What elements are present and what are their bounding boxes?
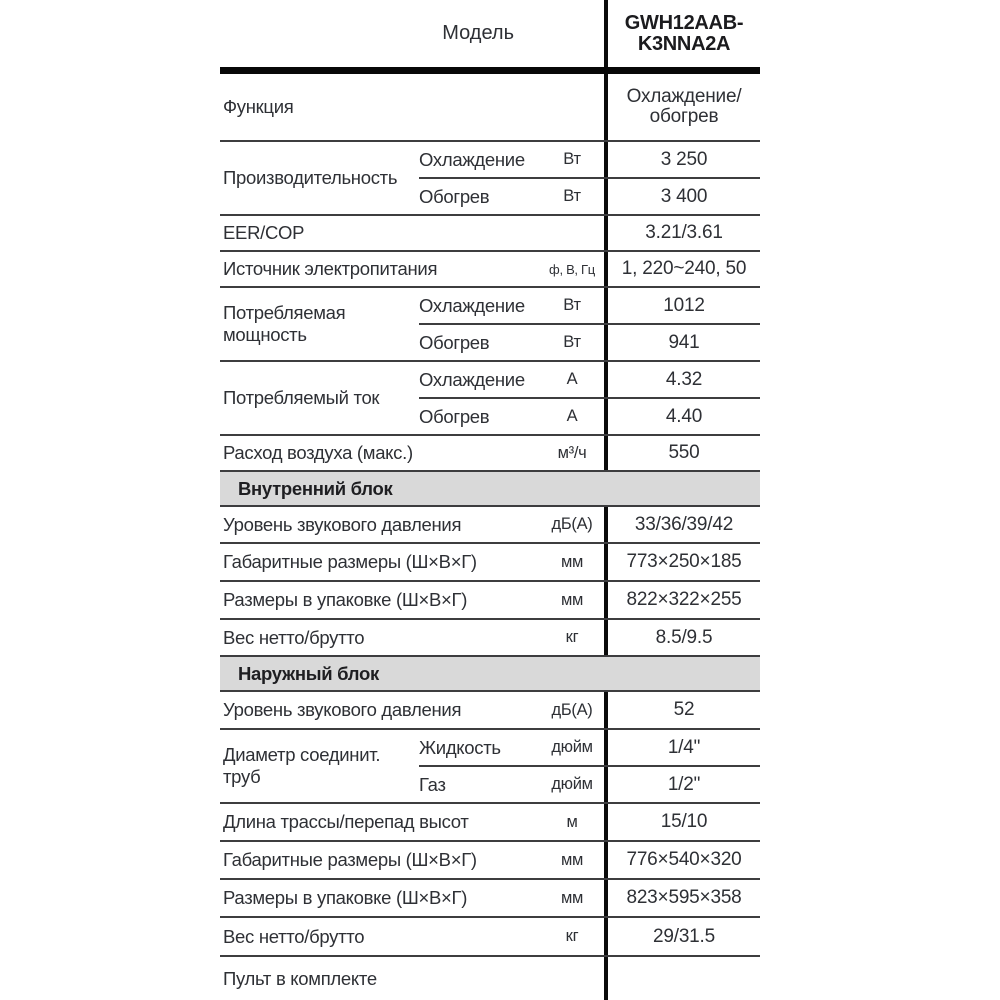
model-value-line1: GWH12AAB- bbox=[624, 11, 744, 34]
sub-value: 1/4" bbox=[604, 730, 760, 765]
sub-label: Охлаждение bbox=[419, 294, 525, 316]
sub-row bbox=[419, 325, 760, 360]
row-value: 29/31.5 bbox=[604, 918, 760, 955]
line-length-row bbox=[220, 804, 760, 842]
row-unit bbox=[540, 74, 604, 140]
sub-unit: дюйм bbox=[551, 775, 593, 793]
row-unit: дБ(А) bbox=[551, 700, 593, 719]
row-value: 823×595×358 bbox=[604, 880, 760, 916]
outdoor-sound-row bbox=[220, 692, 760, 730]
airflow-row bbox=[220, 436, 760, 472]
remote-row bbox=[220, 957, 760, 1000]
row-value: 3.21/3.61 bbox=[604, 216, 760, 250]
current-group-row bbox=[220, 362, 760, 436]
group-subrows bbox=[419, 730, 760, 802]
group-subrows bbox=[419, 142, 760, 214]
sub-value: 3 250 bbox=[604, 142, 760, 177]
sub-row bbox=[419, 142, 760, 179]
function-value-line1: Охлаждение/ bbox=[626, 86, 742, 107]
sub-unit: дюйм bbox=[551, 738, 593, 756]
pipe-group-row bbox=[220, 730, 760, 804]
model-value bbox=[604, 0, 760, 67]
row-unit bbox=[540, 957, 604, 1000]
row-label: Размеры в упаковке (Ш×В×Г) bbox=[223, 589, 468, 611]
row-unit: м bbox=[566, 812, 578, 831]
sub-unit: А bbox=[566, 370, 578, 388]
sub-value: 4.40 bbox=[604, 399, 760, 434]
indoor-packing-row bbox=[220, 582, 760, 620]
model-row bbox=[220, 0, 760, 74]
row-value: 8.5/9.5 bbox=[604, 620, 760, 655]
group-label: Потребляемый ток bbox=[223, 386, 380, 408]
row-value: 776×540×320 bbox=[604, 842, 760, 878]
row-unit: м³/ч bbox=[557, 443, 587, 462]
group-label: Потребляемая мощность bbox=[223, 301, 346, 345]
sub-row bbox=[419, 399, 760, 434]
row-label: Уровень звукового давления bbox=[223, 699, 462, 721]
row-value: 52 bbox=[604, 692, 760, 728]
row-unit: мм bbox=[560, 552, 584, 571]
row-value bbox=[604, 957, 760, 1000]
row-value: 15/10 bbox=[604, 804, 760, 840]
sub-row bbox=[419, 288, 760, 325]
section-header-outdoor: Наружный блок bbox=[220, 657, 760, 692]
row-value bbox=[604, 74, 760, 140]
function-value-line2: обогрев bbox=[649, 106, 719, 127]
sub-value: 4.32 bbox=[604, 362, 760, 397]
row-label: EER/COP bbox=[223, 222, 305, 244]
row-unit: дБ(А) bbox=[551, 515, 593, 533]
sub-value: 3 400 bbox=[604, 179, 760, 214]
row-value: 773×250×185 bbox=[604, 544, 760, 580]
sub-unit: Вт bbox=[563, 187, 581, 205]
section-header-indoor: Внутренний блок bbox=[220, 472, 760, 507]
sub-unit: Вт bbox=[563, 150, 581, 168]
row-label: Вес нетто/брутто bbox=[223, 925, 365, 947]
row-label: Уровень звукового давления bbox=[223, 513, 462, 535]
model-value-line2: K3NNA2A bbox=[637, 32, 731, 55]
sub-label: Охлаждение bbox=[419, 368, 525, 390]
row-value: 550 bbox=[604, 436, 760, 470]
row-label: Габаритные размеры (Ш×В×Г) bbox=[223, 551, 477, 573]
indoor-weight-row bbox=[220, 620, 760, 657]
sub-label: Обогрев bbox=[419, 185, 490, 207]
sub-unit: Вт bbox=[563, 296, 581, 314]
capacity-group-row bbox=[220, 142, 760, 216]
row-label: Длина трассы/перепад высот bbox=[223, 811, 469, 833]
group-subrows bbox=[419, 288, 760, 360]
row-unit: кг bbox=[565, 927, 579, 945]
sub-row bbox=[419, 179, 760, 214]
sub-label: Газ bbox=[419, 773, 446, 795]
power-supply-row bbox=[220, 252, 760, 288]
row-value: 1, 220~240, 50 bbox=[604, 252, 760, 286]
sub-label: Обогрев bbox=[419, 405, 490, 427]
row-label: Размеры в упаковке (Ш×В×Г) bbox=[223, 887, 468, 909]
indoor-dimensions-row bbox=[220, 544, 760, 582]
group-label: Производительность bbox=[223, 166, 398, 188]
row-label: Источник электропитания bbox=[223, 258, 438, 280]
function-row bbox=[220, 74, 760, 142]
spec-table bbox=[220, 0, 760, 1000]
sub-value: 1012 bbox=[604, 288, 760, 323]
sub-unit: Вт bbox=[563, 333, 581, 351]
sub-unit: А bbox=[566, 407, 578, 425]
power-input-group-row bbox=[220, 288, 760, 362]
sub-row bbox=[419, 730, 760, 767]
row-unit bbox=[540, 216, 604, 250]
row-unit: кг bbox=[565, 628, 579, 646]
row-label: Пульт в комплекте bbox=[223, 967, 377, 989]
row-unit: ф, В, Гц bbox=[549, 261, 595, 277]
sub-label: Обогрев bbox=[419, 331, 490, 353]
sub-row bbox=[419, 362, 760, 399]
row-label: Вес нетто/брутто bbox=[223, 626, 365, 648]
sub-row bbox=[419, 767, 760, 802]
model-label: Модель bbox=[442, 22, 514, 44]
row-label: Габаритные размеры (Ш×В×Г) bbox=[223, 849, 477, 871]
row-unit: мм bbox=[560, 850, 584, 869]
sub-label: Охлаждение bbox=[419, 148, 525, 170]
row-unit: мм bbox=[560, 590, 584, 609]
sub-label: Жидкость bbox=[419, 736, 501, 758]
row-value: 33/36/39/42 bbox=[604, 507, 760, 542]
row-value: 822×322×255 bbox=[604, 582, 760, 618]
row-label: Функция bbox=[223, 96, 294, 118]
group-subrows bbox=[419, 362, 760, 434]
group-label: Диаметр соединит. труб bbox=[223, 743, 381, 787]
sub-value: 1/2" bbox=[604, 767, 760, 802]
outdoor-weight-row bbox=[220, 918, 760, 957]
eer-row bbox=[220, 216, 760, 252]
row-unit: мм bbox=[560, 888, 584, 907]
indoor-sound-row bbox=[220, 507, 760, 544]
outdoor-packing-row bbox=[220, 880, 760, 918]
sub-value: 941 bbox=[604, 325, 760, 360]
row-label: Расход воздуха (макс.) bbox=[223, 442, 413, 464]
outdoor-dimensions-row bbox=[220, 842, 760, 880]
